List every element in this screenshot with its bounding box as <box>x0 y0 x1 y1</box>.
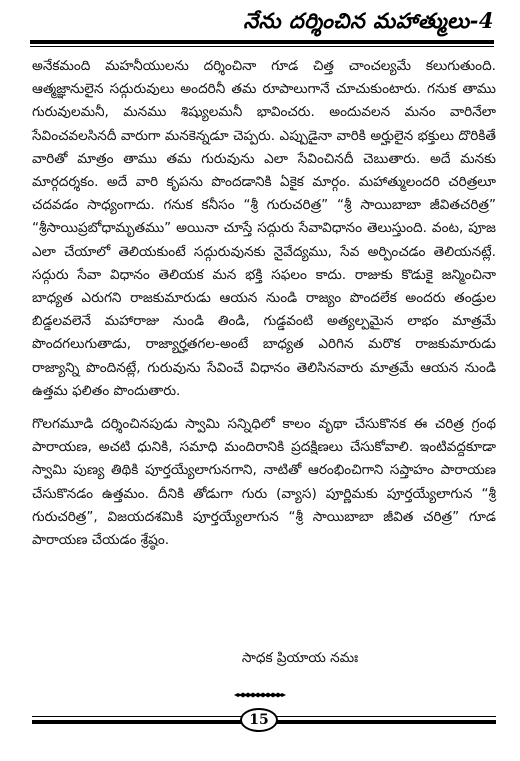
ornament-divider <box>234 691 286 699</box>
page-number: 15 <box>249 712 269 728</box>
running-title: నేను దర్శించిన మహాత్ములు-4 <box>243 8 494 33</box>
header-rule-thin <box>30 46 494 47</box>
paragraph-2: గొలగమూడి దర్శించినపుడు స్వామి సన్నిధిలో కాలం వృథా చేసుకొనక ఈ చరిత్ర గ్రంథ పారాయణ, అచటి ధునికి, సమాధి మందిరానికి ప్రదక్షిణలు చేసుకోవాలి. ఇంటివద్దకూడా స్వామి పుణ్య తిథికి పూర్తయ్యేలాగునగాని, నాటితో ఆరంభించిగాని సప్తాహం పారాయణ చేసుకొనడం ఉత్తమం. దీనికి తోడుగా గురు (వ్యాస) పూర్ణిమకు పూర్తయ్యేలాగున “శ్రీ గురుచరిత్ర”, విజయదశమికి పూర్తయ్యేలాగున “శ్రీ సాయిబాబా జీవిత చరిత్ర” గూడ పారాయణ చేయడం శ్రేష్ఠం. <box>32 416 496 549</box>
page-header <box>30 6 494 46</box>
page-number-badge <box>240 708 278 732</box>
paragraph-1: అనేకమంది మహనీయులను దర్శించినా గూడ చిత్త చాంచల్యమే కలుగుతుంది. ఆత్మజ్ఞానులైన సద్గురువులు అందరినీ తమ రూపాలుగానే చూచుకుంటారు. గనుక తాము గురువులమనీ, మనము శిష్యులమనీ భావించరు. అందువలన మనం వారినేలా సేవించవలసినదీ వారుగా మనకెన్నడూ చెప్పరు. ఎప్పుడైనా వారికి అర్హులైన భక్తులు దొరికితే వారితో మాత్రం తాము తమ గురువును ఎలా సేవించినదీ చెబుతారు. అదే మనకు మార్గదర్శకం. అదే వారి కృపను పొందడానికి ఏకైక మార్గం. మహాత్ములందరి చరిత్రలూ చదవడం సాధ్యంగాదు. గనుక కనీసం “శ్రీ గురుచరిత్ర” “శ్రీ సాయిబాబా జీవితచరిత్ర” “శ్రీసాయిప్రబోధామృతము” అయినా చూస్తే సద్గురు సేవావిధానం తెలుస్తుంది. వంట, పూజ ఎలా చేయాలో తెలియకుంటే సద్గురువునకు నైవేద్యము, సేవ అర్పించడం తెలియనట్లే. సద్గురు సేవా విధానం తెలియక మన భక్తి సఫలం కాదు. రాజుకు కొడుకై జన్మించినా బాధ్యత ఎరుగని రాజకుమారుడు ఆయన నుండి రాజ్యం పొందలేక అందరు తండ్రుల బిడ్డలవలెనే మహారాజు నుండి తిండి, గుడ్డవంటి అత్యల్పమైన లాభం మాత్రమే పొందగలుగుతాడు, రాజ్యార్హతగల-అంటే బాధ్యత ఎరిగిన మరొక రాజకుమారుడు రాజ్యాన్ని పొందినట్లే, గురువును సేవించే విధానం తెలిసినవారు మాత్రమే ఆయన నుండి ఉత్తమ ఫలితం పొందుతారు. <box>32 58 496 399</box>
body-text <box>32 55 496 552</box>
header-rule <box>30 40 494 44</box>
signature-line: సాధక ప్రియాయ నమః <box>241 650 359 666</box>
